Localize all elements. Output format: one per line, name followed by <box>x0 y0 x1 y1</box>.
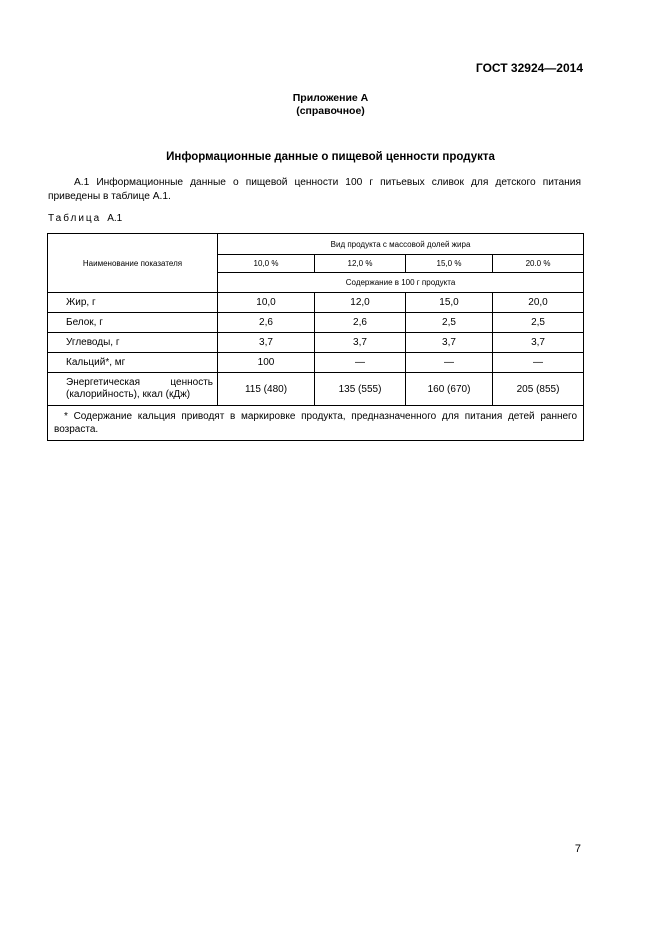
fat-level-cell: 20.0 % <box>493 255 584 273</box>
row-label: Энергетическая ценность (калорийность), ккал (кДж) <box>48 373 218 406</box>
appendix-subtitle: (справочное) <box>296 105 365 117</box>
value-cell: — <box>493 353 584 373</box>
value-cell: 12,0 <box>315 293 406 313</box>
value-cell: 2,6 <box>218 313 315 333</box>
value-cell: 100 <box>218 353 315 373</box>
value-cell: 3,7 <box>315 333 406 353</box>
value-cell: 160 (670) <box>406 373 493 406</box>
table-row <box>48 333 584 353</box>
row-label: Кальций*, мг <box>48 353 218 373</box>
appendix-block <box>0 92 661 118</box>
value-cell: — <box>406 353 493 373</box>
footnote-row <box>48 406 584 441</box>
value-cell: 115 (480) <box>218 373 315 406</box>
row-label: Белок, г <box>48 313 218 333</box>
value-cell: 205 (855) <box>493 373 584 406</box>
group-header: Вид продукта с массовой долей жира <box>218 234 584 255</box>
row-label: Жир, г <box>48 293 218 313</box>
value-cell: 3,7 <box>406 333 493 353</box>
fat-level-cell: 15,0 % <box>406 255 493 273</box>
value-cell: 3,7 <box>218 333 315 353</box>
table-caption-number: А.1 <box>107 213 123 224</box>
appendix-title: Приложение А <box>292 92 369 104</box>
section-heading: Информационные данные о пищевой ценности продукта <box>166 151 495 163</box>
fat-level-cell: 12,0 % <box>315 255 406 273</box>
content-header: Содержание в 100 г продукта <box>218 273 584 293</box>
value-cell: 10,0 <box>218 293 315 313</box>
table-row <box>48 373 584 406</box>
value-cell: 15,0 <box>406 293 493 313</box>
value-cell: 2,5 <box>406 313 493 333</box>
table-footnote: * Содержание кальция приводят в маркировке продукта, предназначенного для питания детей раннего возраста. <box>48 406 584 441</box>
standard-number: ГОСТ 32924—2014 <box>475 61 583 75</box>
page-number: 7 <box>574 843 581 855</box>
row-label: Углеводы, г <box>48 333 218 353</box>
value-cell: 20,0 <box>493 293 584 313</box>
table-caption <box>48 213 122 224</box>
nutrition-table <box>47 233 584 441</box>
value-cell: 2,5 <box>493 313 584 333</box>
value-cell: — <box>315 353 406 373</box>
value-cell: 3,7 <box>493 333 584 353</box>
table-caption-word: Таблица <box>48 213 102 224</box>
table-row <box>48 293 584 313</box>
intro-paragraph: А.1 Информационные данные о пищевой ценности 100 г питьевых сливок для детского питания приведены в таблице А.1. <box>48 177 581 202</box>
col-name-header: Наименование показателя <box>48 234 218 293</box>
table-header-row <box>48 234 584 255</box>
value-cell: 2,6 <box>315 313 406 333</box>
table-row <box>48 353 584 373</box>
table-row <box>48 313 584 333</box>
value-cell: 135 (555) <box>315 373 406 406</box>
fat-level-cell: 10,0 % <box>218 255 315 273</box>
